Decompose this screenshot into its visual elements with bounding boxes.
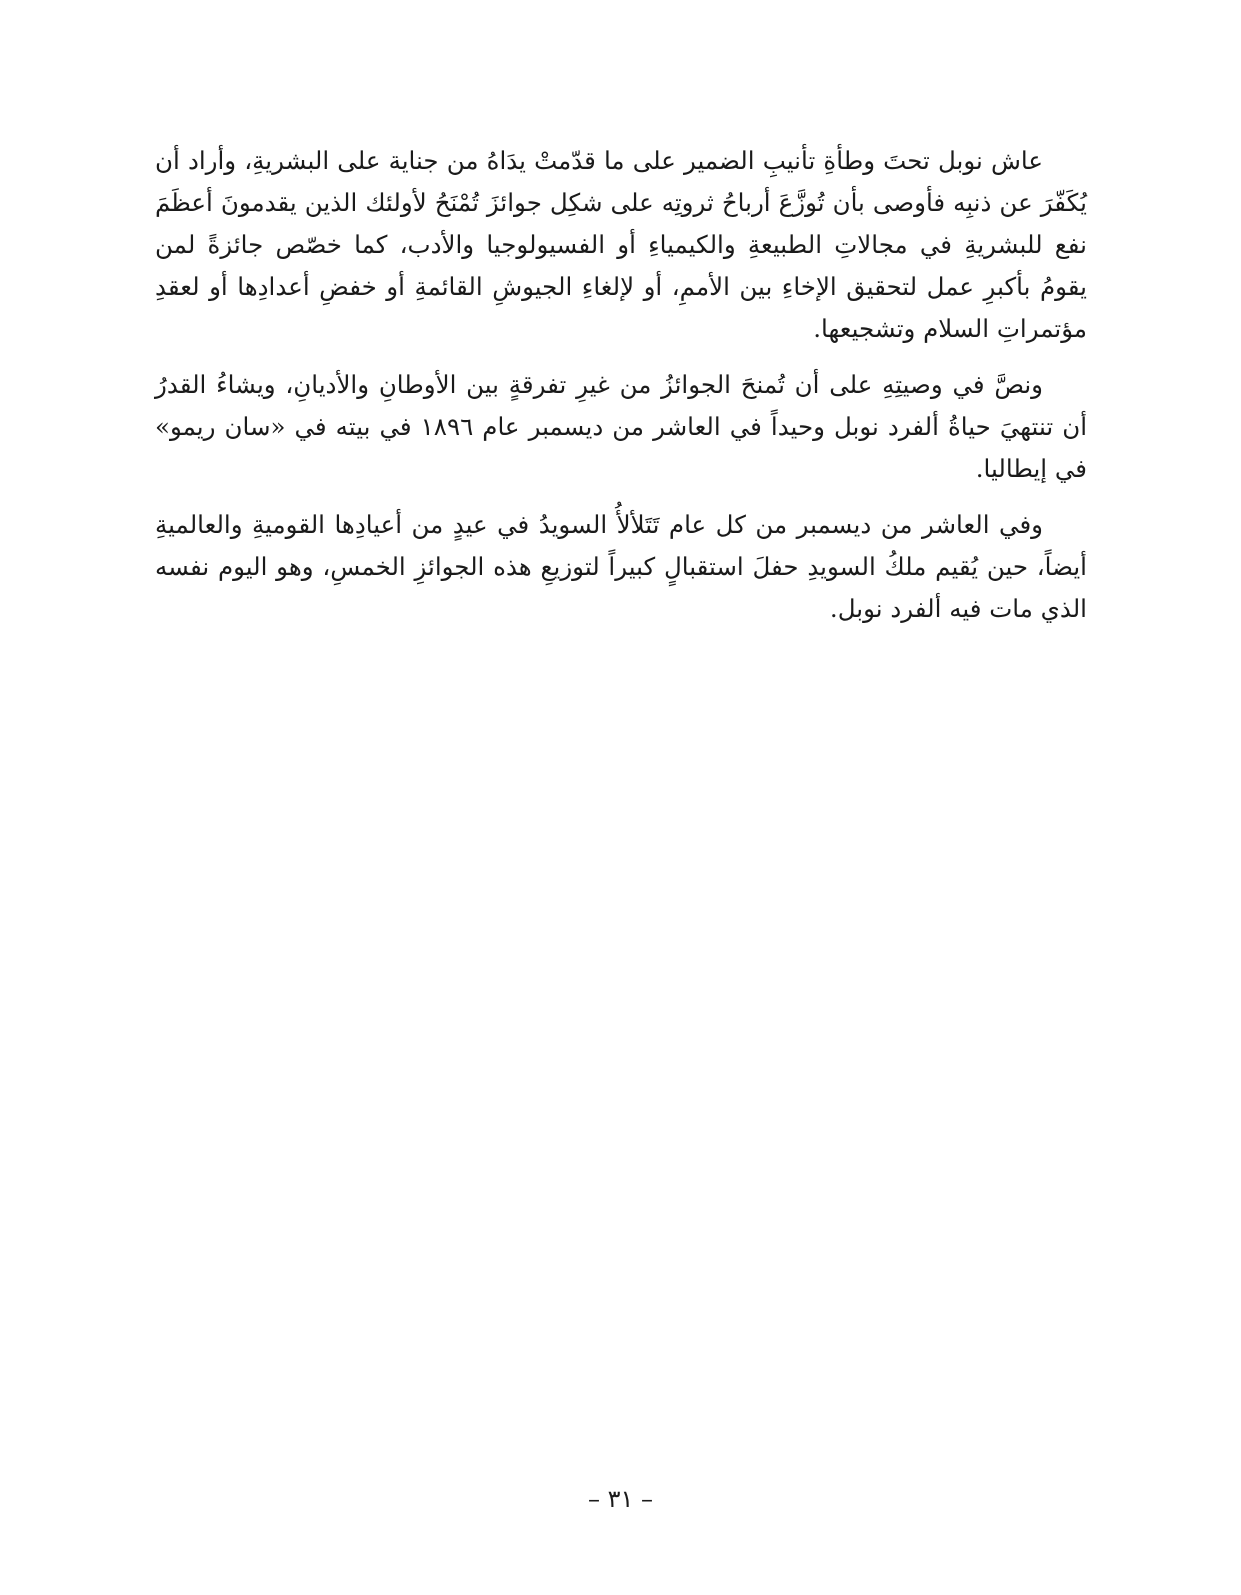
page-number: – ٣١ –: [587, 1485, 654, 1513]
body-text: [155, 140, 1087, 630]
paragraph-3: وفي العاشر من ديسمبر من كل عام تَتَلألأُ السويدُ في عيدٍ من أعيادِها القوميةِ والعالميةِ أيضاً، حين يُقيم ملكُ السويدِ حفلَ استقبالٍ كبيراً لتوزيعِ هذه الجوائزِ الخمسِ، وهو اليوم نفسه الذي مات فيه ألفرد نوبل.: [155, 510, 1087, 623]
paragraph-2: ونصَّ في وصيتِهِ على أن تُمنحَ الجوائزُ من غيرِ تفرقةٍ بين الأوطانِ والأديانِ، ويشاءُ القدرُ أن تنتهيَ حياةُ ألفرد نوبل وحيداً في العاشر من ديسمبر عام ١٨٩٦ في بيته في «سان ريمو» في إيطاليا.: [155, 370, 1087, 483]
paragraph-1: عاش نوبل تحتَ وطأةِ تأنيبِ الضمير على ما قدّمتْ يدَاهُ من جناية على البشريةِ، وأراد أن يُكَفّرَ عن ذنبِه فأوصى بأن تُوزَّعَ أرباحُ ثروتِه على شكِل جوائزَ تُمْنَحُ لأولئك الذين يقدمونَ أعظَمَ نفع للبشريةِ في مجالاتِ الطبيعةِ والكيمياءِ أو الفسيولوجيا والأدب، كما خصّص جائزةً لمن يقومُ بأكبرِ عمل لتحقيق الإخاءِ بين الأممِ، أو لإلغاءِ الجيوشِ القائمةِ أو خفضِ أعدادِها أو لعقدِ مؤتمراتِ السلام وتشجيعها.: [155, 146, 1087, 343]
